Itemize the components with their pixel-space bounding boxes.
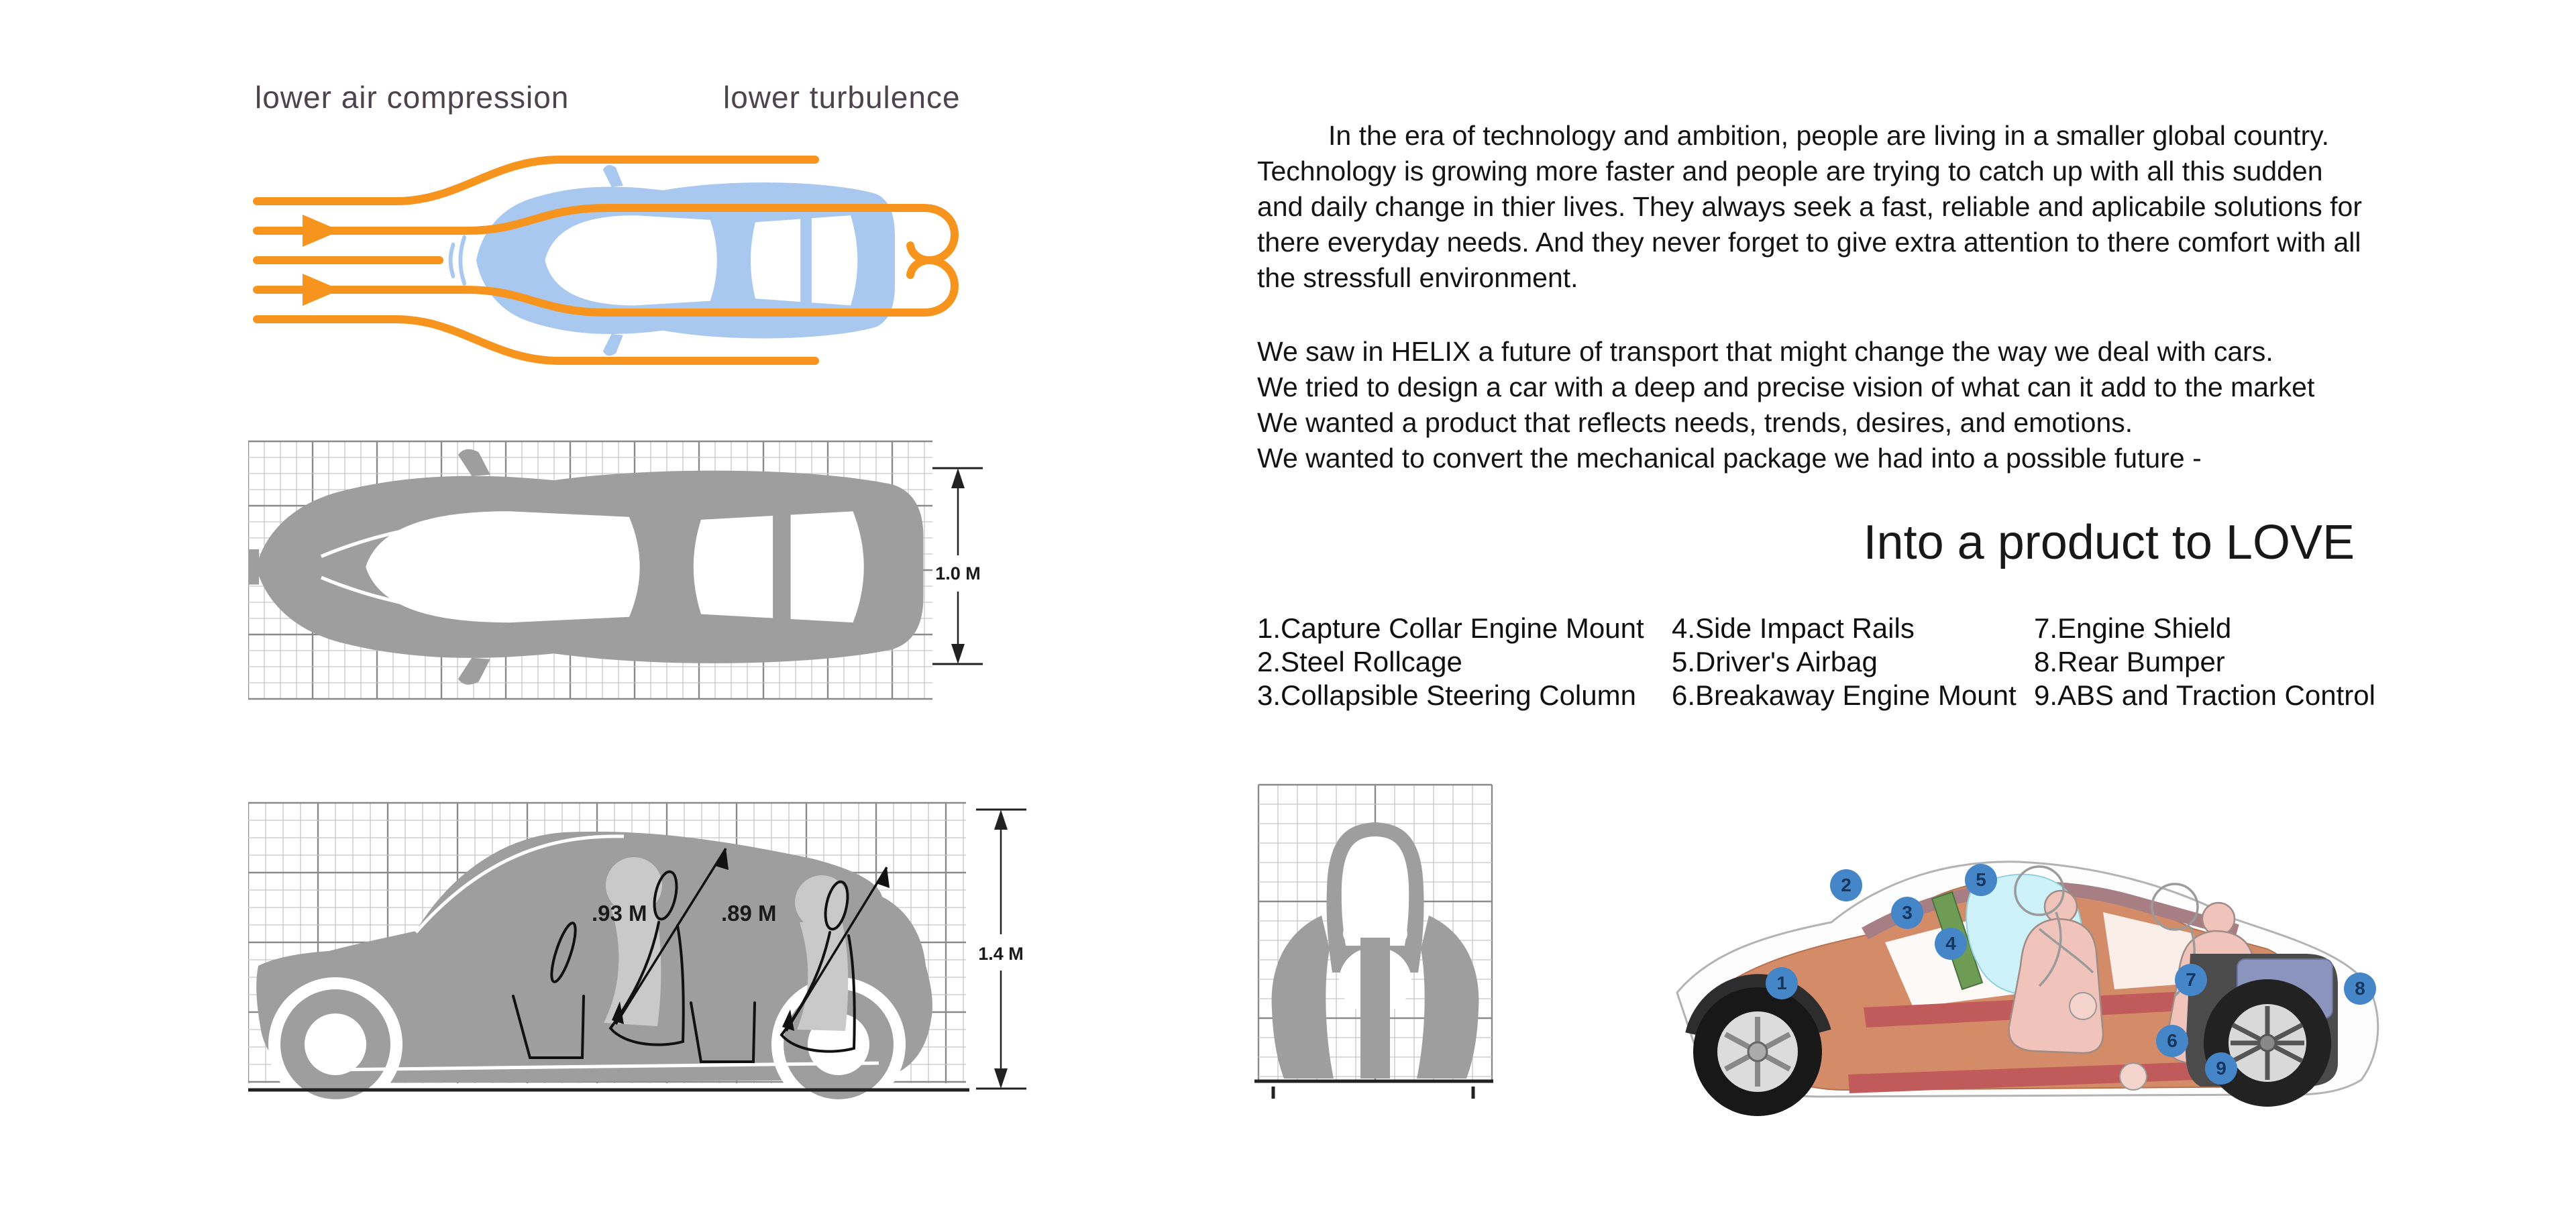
feature-item: 4.Side Impact Rails — [1672, 612, 1915, 644]
feature-item: 2.Steel Rollcage — [1257, 646, 1462, 677]
vision-line: We tried to design a car with a deep and precise vision of what can it add to the market — [1257, 372, 2315, 402]
feature-item: 7.Engine Shield — [2034, 612, 2232, 644]
car-front-silhouette — [1272, 822, 1479, 1079]
callout-badge-2: 2 — [1830, 869, 1862, 901]
vision-line: We wanted to convert the mechanical package we had into a possible future - — [1257, 443, 2202, 474]
side-view-diagram — [248, 795, 1033, 1110]
callout-badge-4: 4 — [1935, 928, 1967, 960]
sonar-arcs-icon — [451, 237, 464, 283]
callout-badge-1: 1 — [1766, 967, 1798, 999]
feature-item: 8.Rear Bumper — [2034, 646, 2225, 677]
callout-badge-7: 7 — [2175, 964, 2207, 996]
intro-paragraph: In the era of technology and ambition, people are living in a smaller global country. Technology is growing more faster and people are trying to catch up with all this sudden and daily change in thier lives. They always seek a fast, reliable and aplicabile solutions for there everyday needs. And they never forget to give extra attention to there comfort with all the stressfull environment. — [1257, 120, 2363, 293]
callout-badge-3: 3 — [1891, 897, 1923, 929]
airflow-diagram — [245, 122, 983, 398]
dimension-label-front-headroom: .93 M — [592, 901, 647, 926]
page-headline: Into a product to LOVE — [1863, 516, 2355, 569]
vision-line: We wanted a product that reflects needs, trends, desires, and emotions. — [1257, 407, 2133, 438]
feature-item: 5.Driver's Airbag — [1672, 646, 1878, 677]
label-lower-turbulence: lower turbulence — [723, 80, 961, 115]
car-top-view-gray — [248, 449, 924, 685]
front-view-diagram — [1254, 778, 1496, 1107]
label-lower-air-compression: lower air compression — [255, 80, 570, 115]
front-wheel — [1693, 982, 1823, 1116]
dimension-label-width: 1.0 M — [935, 563, 981, 584]
rear-wheel — [2204, 979, 2331, 1107]
dimension-label-height: 1.4 M — [978, 944, 1024, 964]
feature-item: 3.Collapsible Steering Column — [1257, 679, 1636, 711]
feature-item: 9.ABS and Traction Control — [2034, 679, 2375, 711]
vision-paragraph — [1257, 334, 2532, 476]
callout-badge-5: 5 — [1965, 864, 1997, 896]
feature-item: 6.Breakaway Engine Mount — [1672, 679, 2017, 711]
feature-item: 1.Capture Collar Engine Mount — [1257, 612, 1644, 644]
features-column-3 — [2034, 612, 2375, 712]
callout-badge-6: 6 — [2156, 1025, 2188, 1057]
car-top-view-blue — [451, 165, 895, 355]
top-view-diagram — [248, 436, 1006, 704]
features-column-1 — [1257, 612, 1644, 712]
cutaway-illustration — [1664, 785, 2402, 1120]
dimension-label-rear-headroom: .89 M — [721, 901, 777, 926]
callout-badge-8: 8 — [2344, 973, 2376, 1005]
callout-badge-9: 9 — [2205, 1052, 2237, 1085]
vision-line: We saw in HELIX a future of transport that might change the way we deal with cars. — [1257, 336, 2273, 367]
features-column-2 — [1672, 612, 2017, 712]
